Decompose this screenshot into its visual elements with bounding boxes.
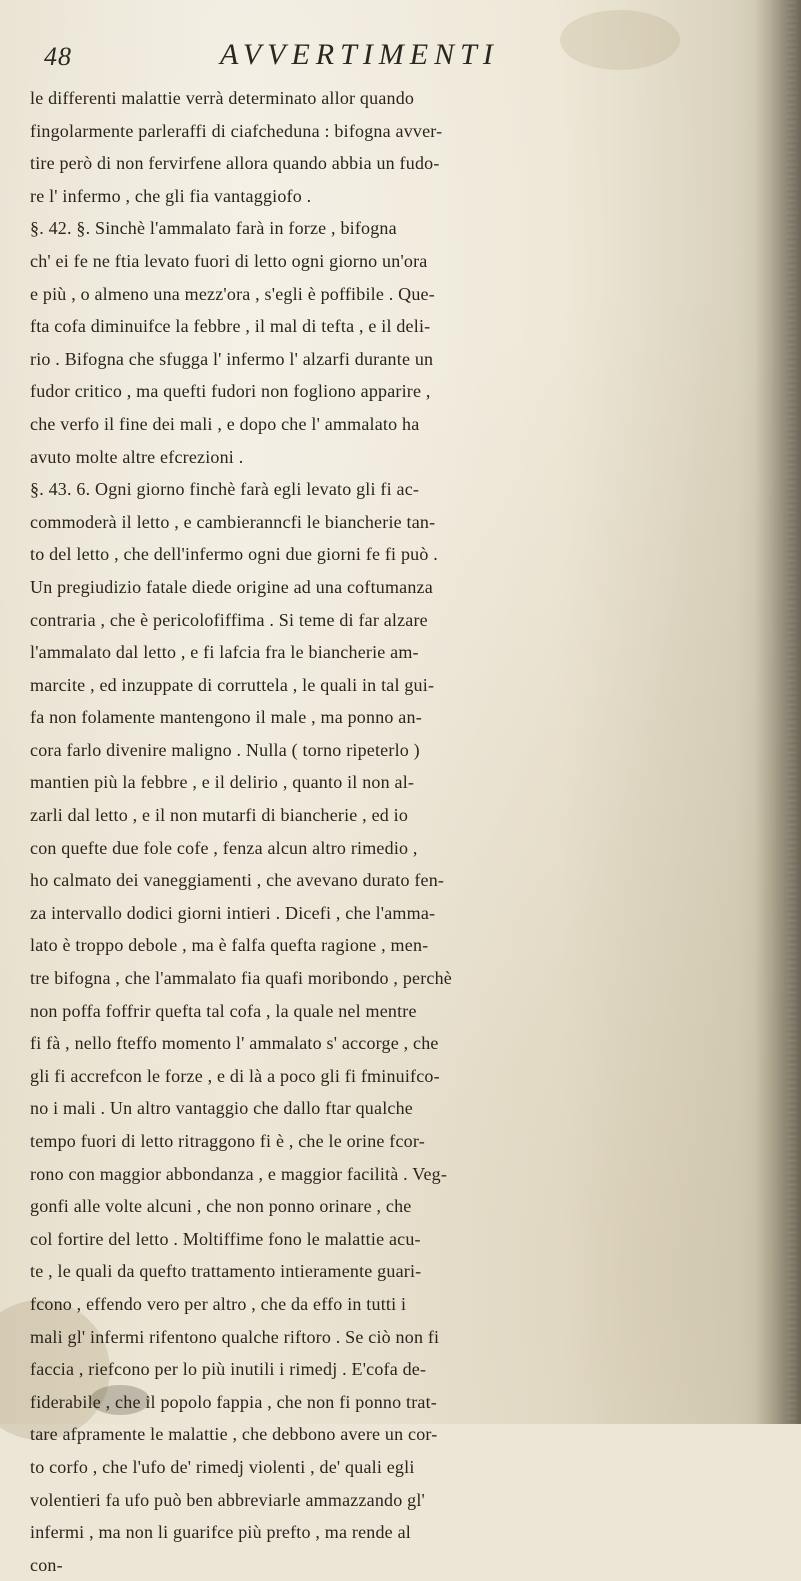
- text-line: volentieri fa ufo può ben abbreviarle ammazzando gl': [30, 1489, 425, 1510]
- text-line: gli fi accrefcon le forze , e di là a poco gli fi fminuifco-: [30, 1065, 440, 1086]
- text-line: fcono , effendo vero per altro , che da effo in tutti i: [30, 1293, 407, 1314]
- text-line: con quefte due fole cofe , fenza alcun altro rimedio ,: [30, 837, 418, 858]
- text-line: commoderà il letto , e cambieranncfi le biancherie tan-: [30, 511, 436, 532]
- text-line: zarli dal letto , e il non mutarfi di biancherie , ed io: [30, 805, 409, 826]
- text-line: Un pregiudizio fatale diede origine ad una coftumanza: [30, 576, 433, 597]
- text-line: non poffa foffrir quefta tal cofa , la quale nel mentre: [30, 1000, 417, 1021]
- text-line: e più , o almeno una mezz'ora , s'egli è poffibile . Que-: [30, 283, 435, 304]
- text-line: con-: [30, 1554, 63, 1575]
- text-line: marcite , ed inzuppate di corruttela , le quali in tal gui-: [30, 674, 435, 695]
- text-line: rio . Bifogna che sfugga l' infermo l' alzarfi durante un: [30, 348, 434, 369]
- text-line: fiderabile , che il popolo fappia , che non fi ponno trat-: [30, 1391, 437, 1412]
- text-line: §. 42. §. Sinchè l'ammalato farà in forze , bifogna: [30, 218, 397, 239]
- text-line: avuto molte altre efcrezioni .: [30, 446, 244, 467]
- text-line: fi fà , nello fteffo momento l' ammalato s' accorge , che: [30, 1033, 439, 1054]
- text-line: ch' ei fe ne ftia levato fuori di letto ogni giorno un'ora: [30, 250, 428, 271]
- text-line: tire però di non fervirfene allora quando abbia un fudo-: [30, 153, 440, 174]
- text-line: no i mali . Un altro vantaggio che dallo ftar qualche: [30, 1098, 413, 1119]
- text-line: cora farlo divenire maligno . Nulla ( torno ripeterlo ): [30, 739, 420, 760]
- text-line: za intervallo dodici giorni intieri . Dicefi , che l'amma-: [30, 902, 436, 923]
- page-number: 48: [44, 42, 72, 71]
- text-line: infermi , ma non li guarifce più prefto , ma rende al: [30, 1522, 411, 1543]
- text-line: che verfo il fine dei mali , e dopo che l' ammalato ha: [30, 413, 420, 434]
- text-line: faccia , riefcono per lo più inutili i rimedj . E'cofa de-: [30, 1359, 427, 1380]
- body-text: [30, 82, 790, 1581]
- text-line: tre bifogna , che l'ammalato fia quafi moribondo , perchè: [30, 968, 452, 989]
- text-line: le differenti malattie verrà determinato allor quando: [30, 88, 415, 108]
- text-line: §. 43. 6. Ogni giorno finchè farà egli levato gli fi ac-: [30, 479, 420, 500]
- running-title: AVVERTIMENTI: [220, 38, 499, 71]
- text-line: contraria , che è pericolofiffima . Si teme di far alzare: [30, 609, 428, 630]
- text-line: col fortire del letto . Moltiffime fono le malattie acu-: [30, 1228, 421, 1249]
- text-line: l'ammalato dal letto , e fi lafcia fra le biancherie am-: [30, 642, 419, 663]
- text-line: to del letto , che dell'infermo ogni due giorni fe fi può .: [30, 544, 438, 565]
- text-line: gonfi alle volte alcuni , che non ponno orinare , che: [30, 1196, 412, 1217]
- text-line: fa non folamente mantengono il male , ma ponno an-: [30, 707, 422, 728]
- text-line: mali gl' infermi rifentono qualche riftoro . Se ciò non fi: [30, 1326, 440, 1347]
- text-line: ho calmato dei vaneggiamenti , che avevano durato fen-: [30, 870, 445, 891]
- text-line: tempo fuori di letto ritraggono fi è , che le orine fcor-: [30, 1131, 425, 1151]
- text-line: tare afpramente le malattie , che debbono avere un cor-: [30, 1424, 438, 1445]
- text-line: te , le quali da quefto trattamento intieramente guari-: [30, 1261, 422, 1282]
- text-line: rono con maggior abbondanza , e maggior facilità . Veg-: [30, 1163, 448, 1184]
- text-line: mantien più la febbre , e il delirio , quanto il non al-: [30, 772, 415, 793]
- page-header: [0, 38, 760, 74]
- text-line: fudor critico , ma quefti fudori non fogliono apparire ,: [30, 381, 431, 402]
- text-line: lato è troppo debole , ma è falfa quefta ragione , men-: [30, 935, 429, 956]
- text-line: re l' infermo , che gli fia vantaggiofo .: [30, 185, 312, 206]
- text-line: fingolarmente parleraffi di ciafcheduna : bifogna avver-: [30, 120, 443, 141]
- text-line: to corfo , che l'ufo de' rimedj violenti , de' quali egli: [30, 1456, 415, 1477]
- text-line: fta cofa diminuifce la febbre , il mal di tefta , e il deli-: [30, 316, 431, 337]
